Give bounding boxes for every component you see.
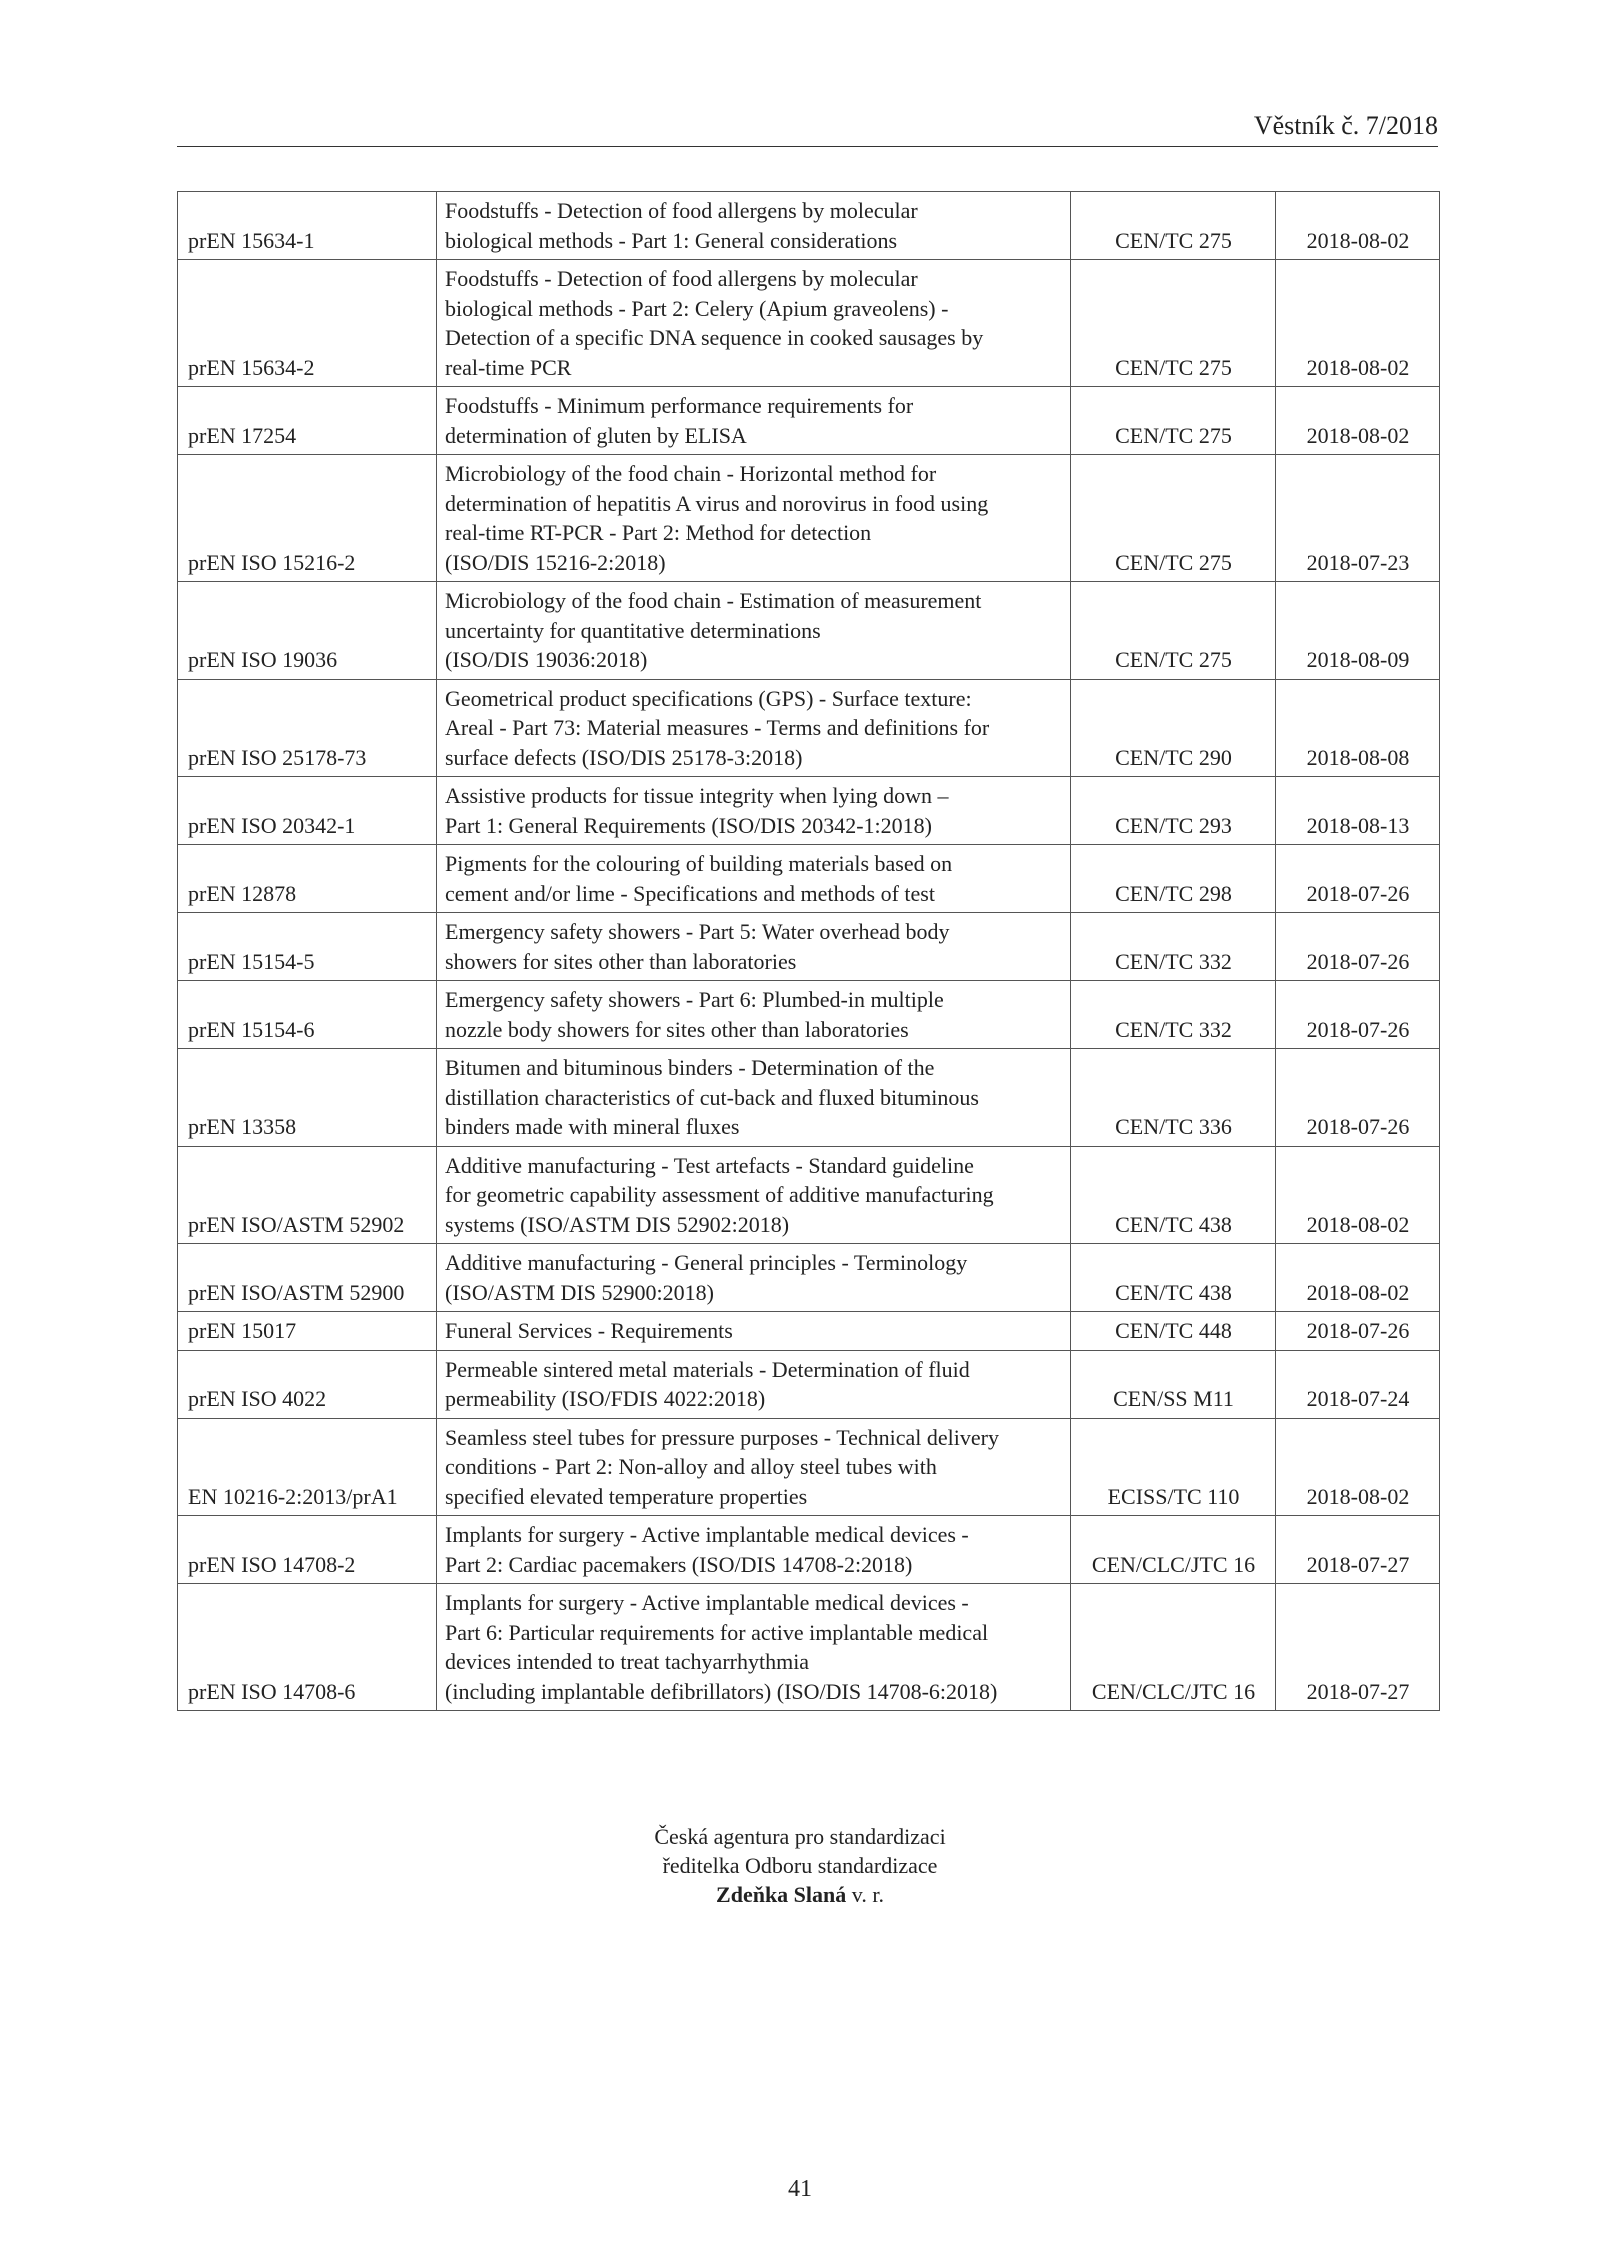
standard-code-cell: prEN ISO 20342-1 bbox=[178, 777, 437, 845]
standard-title-line: Pigments for the colouring of building materials based on bbox=[445, 851, 953, 876]
technical-committee-cell: CEN/TC 332 bbox=[1071, 913, 1276, 981]
page-number: 41 bbox=[788, 2176, 812, 2202]
comment-deadline-cell: 2018-07-27 bbox=[1276, 1584, 1440, 1711]
standard-title-line: Geometrical product specifications (GPS) - Surface texture: bbox=[445, 685, 972, 711]
standard-code-cell: prEN 15154-6 bbox=[178, 981, 437, 1049]
signature-position: ředitelka Odboru standardizace bbox=[662, 1853, 938, 1878]
standard-title-line: Permeable sintered metal materials - Determination of fluid bbox=[445, 1356, 970, 1382]
standard-title-line: showers for sites other than laboratories bbox=[445, 948, 797, 974]
comment-deadline-cell: 2018-07-26 bbox=[1276, 1049, 1440, 1147]
standard-title-line: Assistive products for tissue integrity when lying down – bbox=[445, 783, 949, 808]
standard-title-cell bbox=[437, 1516, 1071, 1584]
standard-title-line: Foodstuffs - Detection of food allergens by molecular bbox=[445, 198, 918, 223]
signature-block bbox=[0, 1822, 1600, 1909]
standard-title-line: biological methods - Part 2: Celery (Apium graveolens) - bbox=[445, 295, 949, 321]
comment-deadline-cell: 2018-08-09 bbox=[1276, 582, 1440, 680]
standard-title-line: Implants for surgery - Active implantable medical devices - bbox=[445, 1522, 969, 1547]
standard-title-cell bbox=[437, 1350, 1071, 1418]
comment-deadline-cell: 2018-07-27 bbox=[1276, 1516, 1440, 1584]
standard-title-line: uncertainty for quantitative determinations bbox=[445, 617, 821, 643]
standard-title-line: permeability (ISO/FDIS 4022:2018) bbox=[445, 1386, 766, 1411]
standard-title-line: determination of hepatitis A virus and norovirus in food using bbox=[445, 490, 989, 516]
technical-committee-cell: CEN/CLC/JTC 16 bbox=[1071, 1516, 1276, 1584]
standard-code-cell: prEN 13358 bbox=[178, 1049, 437, 1147]
standard-title-line: binders made with mineral fluxes bbox=[445, 1114, 740, 1139]
standard-title-line: Bitumen and bituminous binders - Determination of the bbox=[445, 1055, 935, 1080]
standard-title-cell bbox=[437, 1049, 1071, 1147]
standards-table-body bbox=[178, 192, 1440, 1711]
standard-code-cell: prEN ISO/ASTM 52900 bbox=[178, 1244, 437, 1312]
standard-title-line: Foodstuffs - Minimum performance requirements for bbox=[445, 393, 914, 418]
comment-deadline-cell: 2018-08-02 bbox=[1276, 1146, 1440, 1244]
comment-deadline-cell: 2018-07-26 bbox=[1276, 1312, 1440, 1351]
standard-title-line: nozzle body showers for sites other than laboratories bbox=[445, 1016, 909, 1042]
standard-title-cell bbox=[437, 1418, 1071, 1516]
standard-title-cell bbox=[437, 913, 1071, 981]
standard-title-line: for geometric capability assessment of additive manufacturing bbox=[445, 1182, 994, 1207]
signature-name: Zdeňka Slaná bbox=[716, 1882, 847, 1907]
standard-code-cell: prEN ISO/ASTM 52902 bbox=[178, 1146, 437, 1244]
comment-deadline-cell: 2018-07-24 bbox=[1276, 1350, 1440, 1418]
page-header bbox=[177, 112, 1438, 147]
standards-table bbox=[177, 191, 1440, 1711]
table-row bbox=[178, 679, 1440, 777]
standard-title-line: Seamless steel tubes for pressure purposes - Technical delivery bbox=[445, 1424, 999, 1450]
table-row bbox=[178, 1418, 1440, 1516]
standard-code-cell: prEN 17254 bbox=[178, 387, 437, 455]
comment-deadline-cell: 2018-08-02 bbox=[1276, 1244, 1440, 1312]
technical-committee-cell: CEN/TC 438 bbox=[1071, 1244, 1276, 1312]
standard-title-cell bbox=[437, 455, 1071, 582]
comment-deadline-cell: 2018-08-08 bbox=[1276, 679, 1440, 777]
table-row bbox=[178, 192, 1440, 260]
table-row bbox=[178, 1516, 1440, 1584]
technical-committee-cell: CEN/TC 332 bbox=[1071, 981, 1276, 1049]
signature-organization: Česká agentura pro standardizaci bbox=[654, 1824, 946, 1849]
comment-deadline-cell: 2018-07-26 bbox=[1276, 845, 1440, 913]
technical-committee-cell: CEN/TC 290 bbox=[1071, 679, 1276, 777]
standard-code-cell: prEN 12878 bbox=[178, 845, 437, 913]
table-row bbox=[178, 1350, 1440, 1418]
standard-title-line: (including implantable defibrillators) (ISO/DIS 14708-6:2018) bbox=[445, 1678, 998, 1704]
technical-committee-cell: CEN/TC 293 bbox=[1071, 777, 1276, 845]
standard-code-cell: prEN ISO 14708-2 bbox=[178, 1516, 437, 1584]
standard-title-line: Funeral Services - Requirements bbox=[445, 1318, 733, 1343]
table-row bbox=[178, 1584, 1440, 1711]
technical-committee-cell: CEN/TC 298 bbox=[1071, 845, 1276, 913]
table-row bbox=[178, 582, 1440, 680]
table-row bbox=[178, 777, 1440, 845]
table-row bbox=[178, 845, 1440, 913]
technical-committee-cell: CEN/SS M11 bbox=[1071, 1350, 1276, 1418]
comment-deadline-cell: 2018-07-26 bbox=[1276, 981, 1440, 1049]
standard-title-cell bbox=[437, 1146, 1071, 1244]
technical-committee-cell: CEN/TC 275 bbox=[1071, 192, 1276, 260]
table-row bbox=[178, 981, 1440, 1049]
standard-code-cell: prEN ISO 15216-2 bbox=[178, 455, 437, 582]
standard-code-cell: prEN 15017 bbox=[178, 1312, 437, 1351]
signature-suffix: v. r. bbox=[846, 1882, 884, 1907]
standard-title-cell bbox=[437, 192, 1071, 260]
technical-committee-cell: CEN/TC 275 bbox=[1071, 582, 1276, 680]
standard-code-cell: prEN 15154-5 bbox=[178, 913, 437, 981]
technical-committee-cell: CEN/TC 336 bbox=[1071, 1049, 1276, 1147]
signature-line bbox=[0, 1880, 1600, 1909]
standard-code-cell: prEN ISO 19036 bbox=[178, 582, 437, 680]
standard-title-line: Microbiology of the food chain - Horizontal method for bbox=[445, 461, 937, 486]
standard-title-line: Emergency safety showers - Part 5: Water overhead body bbox=[445, 919, 950, 944]
standard-title-line: Part 2: Cardiac pacemakers (ISO/DIS 14708-2:2018) bbox=[445, 1551, 913, 1577]
standard-title-cell bbox=[437, 679, 1071, 777]
standard-title-line: Implants for surgery - Active implantable medical devices - bbox=[445, 1590, 969, 1615]
standard-title-line: cement and/or lime - Specifications and methods of test bbox=[445, 880, 935, 906]
standard-code-cell: prEN 15634-2 bbox=[178, 260, 437, 387]
standard-title-cell bbox=[437, 260, 1071, 387]
standard-title-line: (ISO/DIS 19036:2018) bbox=[445, 647, 648, 672]
comment-deadline-cell: 2018-07-23 bbox=[1276, 455, 1440, 582]
standard-code-cell: prEN 15634-1 bbox=[178, 192, 437, 260]
standard-title-line: devices intended to treat tachyarrhythmia bbox=[445, 1649, 810, 1674]
table-row bbox=[178, 1146, 1440, 1244]
standard-title-line: Part 1: General Requirements (ISO/DIS 20342-1:2018) bbox=[445, 812, 932, 838]
standard-title-line: determination of gluten by ELISA bbox=[445, 422, 747, 448]
standard-title-cell bbox=[437, 387, 1071, 455]
standard-code-cell: prEN ISO 25178-73 bbox=[178, 679, 437, 777]
standard-title-cell bbox=[437, 1584, 1071, 1711]
standard-title-cell bbox=[437, 582, 1071, 680]
standard-title-line: Part 6: Particular requirements for active implantable medical bbox=[445, 1619, 989, 1645]
standard-title-cell bbox=[437, 1244, 1071, 1312]
comment-deadline-cell: 2018-08-02 bbox=[1276, 260, 1440, 387]
comment-deadline-cell: 2018-08-02 bbox=[1276, 192, 1440, 260]
standard-title-line: real-time RT-PCR - Part 2: Method for detection bbox=[445, 520, 872, 545]
technical-committee-cell: CEN/CLC/JTC 16 bbox=[1071, 1584, 1276, 1711]
standard-title-cell bbox=[437, 777, 1071, 845]
standard-title-line: systems (ISO/ASTM DIS 52902:2018) bbox=[445, 1211, 790, 1237]
technical-committee-cell: CEN/TC 438 bbox=[1071, 1146, 1276, 1244]
standard-title-cell bbox=[437, 981, 1071, 1049]
comment-deadline-cell: 2018-07-26 bbox=[1276, 913, 1440, 981]
standard-title-line: distillation characteristics of cut-back and fluxed bituminous bbox=[445, 1084, 979, 1110]
standard-title-cell bbox=[437, 845, 1071, 913]
standard-title-line: Microbiology of the food chain - Estimation of measurement bbox=[445, 588, 982, 613]
comment-deadline-cell: 2018-08-02 bbox=[1276, 1418, 1440, 1516]
standard-title-line: Emergency safety showers - Part 6: Plumbed-in multiple bbox=[445, 987, 944, 1012]
standard-title-line: surface defects (ISO/DIS 25178-3:2018) bbox=[445, 744, 803, 770]
technical-committee-cell: CEN/TC 275 bbox=[1071, 455, 1276, 582]
table-row bbox=[178, 1312, 1440, 1351]
journal-issue-title: Věstník č. 7/2018 bbox=[1253, 111, 1438, 140]
standard-title-line: (ISO/ASTM DIS 52900:2018) bbox=[445, 1279, 714, 1305]
technical-committee-cell: CEN/TC 448 bbox=[1071, 1312, 1276, 1351]
table-row bbox=[178, 455, 1440, 582]
comment-deadline-cell: 2018-08-02 bbox=[1276, 387, 1440, 455]
standard-title-line: Additive manufacturing - Test artefacts - Standard guideline bbox=[445, 1152, 974, 1178]
technical-committee-cell: CEN/TC 275 bbox=[1071, 260, 1276, 387]
standard-title-line: biological methods - Part 1: General considerations bbox=[445, 227, 898, 253]
standard-title-line: Detection of a specific DNA sequence in cooked sausages by bbox=[445, 325, 984, 350]
technical-committee-cell: ECISS/TC 110 bbox=[1071, 1418, 1276, 1516]
standard-title-line: conditions - Part 2: Non-alloy and alloy steel tubes with bbox=[445, 1454, 937, 1479]
table-row bbox=[178, 387, 1440, 455]
table-row bbox=[178, 913, 1440, 981]
standard-title-line: Additive manufacturing - General principles - Terminology bbox=[445, 1250, 968, 1275]
standard-code-cell: EN 10216-2:2013/prA1 bbox=[178, 1418, 437, 1516]
standard-title-line: Foodstuffs - Detection of food allergens by molecular bbox=[445, 266, 918, 291]
standard-title-line: real-time PCR bbox=[445, 354, 572, 380]
standard-title-line: specified elevated temperature properties bbox=[445, 1483, 808, 1509]
comment-deadline-cell: 2018-08-13 bbox=[1276, 777, 1440, 845]
table-row bbox=[178, 1049, 1440, 1147]
standard-title-line: Areal - Part 73: Material measures - Terms and definitions for bbox=[445, 715, 990, 740]
standard-title-line: (ISO/DIS 15216-2:2018) bbox=[445, 549, 666, 575]
technical-committee-cell: CEN/TC 275 bbox=[1071, 387, 1276, 455]
standard-title-cell bbox=[437, 1312, 1071, 1351]
standard-code-cell: prEN ISO 4022 bbox=[178, 1350, 437, 1418]
table-row bbox=[178, 260, 1440, 387]
standard-code-cell: prEN ISO 14708-6 bbox=[178, 1584, 437, 1711]
table-row bbox=[178, 1244, 1440, 1312]
